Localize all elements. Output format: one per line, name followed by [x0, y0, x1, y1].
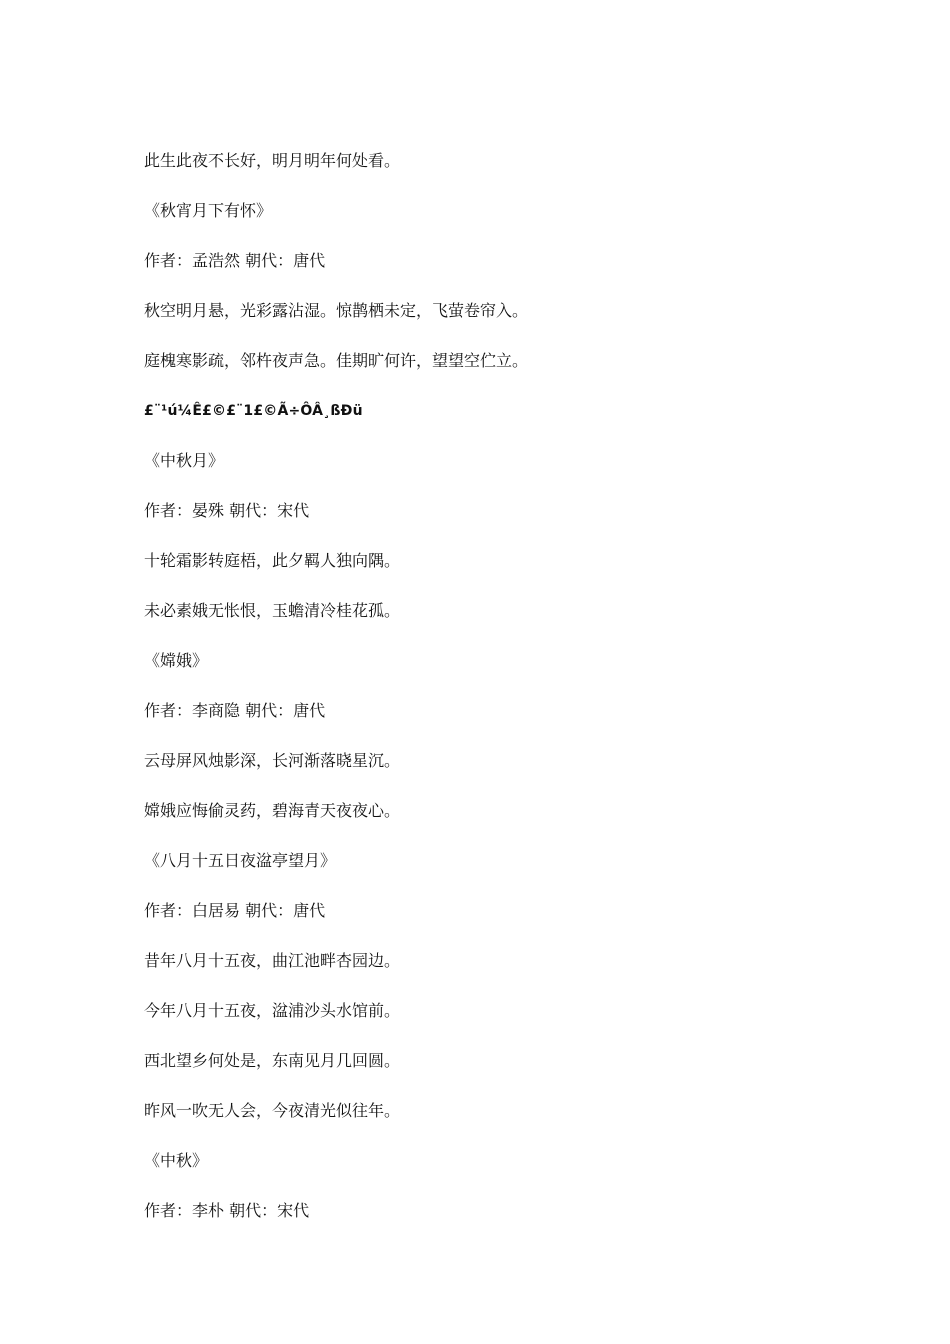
poem-line: 庭槐寒影疏，邻杵夜声急。佳期旷何许，望望空伫立。: [144, 351, 529, 370]
poem-text-body: [144, 146, 864, 1246]
poem-author: 作者：孟浩然 朝代：唐代: [144, 251, 326, 270]
poem-line: 今年八月十五夜，湓浦沙头水馆前。: [144, 1001, 401, 1020]
poem-author: 作者：晏殊 朝代：宋代: [144, 501, 310, 520]
poem-title: 《中秋月》: [144, 451, 225, 470]
poem-title: 《中秋》: [144, 1151, 209, 1170]
poem-line: 嫦娥应悔偷灵药，碧海青天夜夜心。: [144, 801, 401, 820]
poem-author: 作者：白居易 朝代：唐代: [144, 901, 326, 920]
poem-author: 作者：李朴 朝代：宋代: [144, 1201, 310, 1220]
poem-title: 《嫦娥》: [144, 651, 209, 670]
poem-title: 《秋宵月下有怀》: [144, 201, 273, 220]
poem-line: 西北望乡何处是，东南见月几回圆。: [144, 1051, 401, 1070]
poem-line: 此生此夜不长好，明月明年何处看。: [144, 151, 401, 170]
poem-author: 作者：李商隐 朝代：唐代: [144, 701, 326, 720]
poem-line: 未必素娥无怅恨，玉蟾清冷桂花孤。: [144, 601, 401, 620]
poem-line: 昨风一吹无人会，今夜清光似往年。: [144, 1101, 401, 1120]
poem-title: 《八月十五日夜湓亭望月》: [144, 851, 337, 870]
poem-line: 云母屏风烛影深，长河渐落晓星沉。: [144, 751, 401, 770]
poem-line: 昔年八月十五夜，曲江池畔杏园边。: [144, 951, 401, 970]
poem-line: 秋空明月悬，光彩露沾湿。惊鹊栖未定，飞萤卷帘入。: [144, 301, 529, 320]
garbled-text-line: £¨¹ú¼Ê£©£¨1£©Ã÷ÔÂ¸ßÐü: [144, 403, 363, 419]
poem-line: 十轮霜影转庭梧，此夕羁人独向隅。: [144, 551, 401, 570]
